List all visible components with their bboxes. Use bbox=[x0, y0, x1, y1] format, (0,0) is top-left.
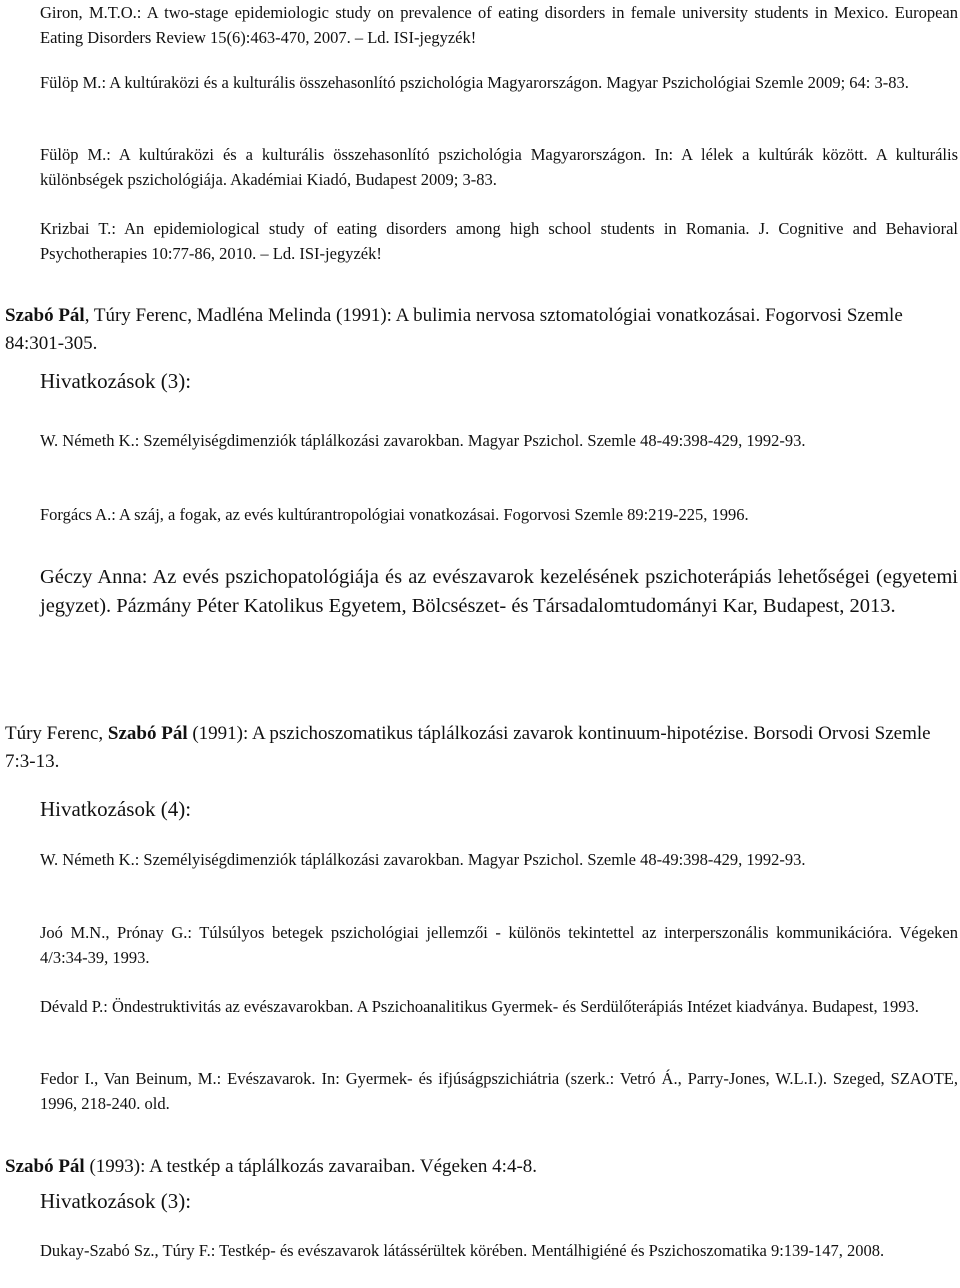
reference-entry: Krizbai T.: An epidemiological study of eating disorders among high school students in Romania. J. Cognitive and Behavioral Psychotherapies 10:77-86, 2010. – Ld. ISI-jegyzék! bbox=[40, 219, 958, 263]
reference-entry: Fülöp M.: A kultúraközi és a kulturális összehasonlító pszichológia Magyarországon. Magyar Pszichológiai Szemle 2009; 64: 3-83. bbox=[40, 73, 909, 92]
citations-heading: Hivatkozások (4): bbox=[40, 797, 192, 821]
publication-entry: Géczy Anna: Az evés pszichopatológiája és az evészavarok kezelésének pszichoterápiás lehetőségei (egyetemi jegyzet). Pázmány Péter Katolikus Egyetem, Bölcsészet- és Társadalomtudományi Kar, Budapest, 2013. bbox=[40, 566, 958, 617]
publication-entry: Túry Ferenc, Szabó Pál (1991): A pszichoszomatikus táplálkozási zavarok kontinuum-hipotézise. Borsodi Orvosi Szemle 7:3-13. bbox=[5, 723, 931, 772]
citation-entry: Fedor I., Van Beinum, M.: Evészavarok. In: Gyermek- és ifjúságpszichiátria (szerk.: Vetró Á., Parry-Jones, W.L.I.). Szeged, SZAOTE, 1996, 218-240. old. bbox=[40, 1069, 958, 1113]
reference-entry: Giron, M.T.O.: A two-stage epidemiologic study on prevalence of eating disorders in female university students in Mexico. European Eating Disorders Review 15(6):463-470, 2007. – Ld. ISI-jegyzék! bbox=[40, 3, 958, 47]
reference-entry: Fülöp M.: A kultúraközi és a kulturális összehasonlító pszichológia Magyarországon. In: A lélek a kultúrák között. A kulturális különbségek pszichológiája. Akadémiai Kiadó, Budapest 2009; 3-83. bbox=[40, 145, 958, 189]
citation-entry: Dévald P.: Öndestruktivitás az evészavarokban. A Pszichoanalitikus Gyermek- és Serdülőterápiás Intézet kiadványa. Budapest, 1993. bbox=[40, 997, 919, 1016]
publication-entry: Szabó Pál, Túry Ferenc, Madléna Melinda (1991): A bulimia nervosa sztomatológiai vonatkozásai. Fogorvosi Szemle 84:301-305. bbox=[5, 305, 903, 354]
citation-entry: Joó M.N., Prónay G.: Túlsúlyos betegek pszichológiai jellemzői - különös tekintettel az interperszonális kommunikációra. Végeken 4/3:34-39, 1993. bbox=[40, 923, 958, 967]
publication-entry: Szabó Pál (1993): A testkép a táplálkozás zavaraiban. Végeken 4:4-8. bbox=[5, 1156, 538, 1177]
citation-entry: W. Németh K.: Személyiségdimenziók táplálkozási zavarokban. Magyar Pszichol. Szemle 48-49:398-429, 1992-93. bbox=[40, 431, 806, 450]
citation-entry: Dukay-Szabó Sz., Túry F.: Testkép- és evészavarok látássérültek körében. Mentálhigiéné és Pszichoszomatika 9:139-147, 2008. bbox=[40, 1241, 885, 1260]
citation-entry: W. Németh K.: Személyiségdimenziók táplálkozási zavarokban. Magyar Pszichol. Szemle 48-49:398-429, 1992-93. bbox=[40, 850, 806, 869]
citation-entry: Forgács A.: A száj, a fogak, az evés kultúrantropológiai vonatkozásai. Fogorvosi Szemle 89:219-225, 1996. bbox=[40, 505, 749, 524]
citations-heading: Hivatkozások (3): bbox=[40, 369, 192, 393]
citations-heading: Hivatkozások (3): bbox=[40, 1189, 192, 1213]
